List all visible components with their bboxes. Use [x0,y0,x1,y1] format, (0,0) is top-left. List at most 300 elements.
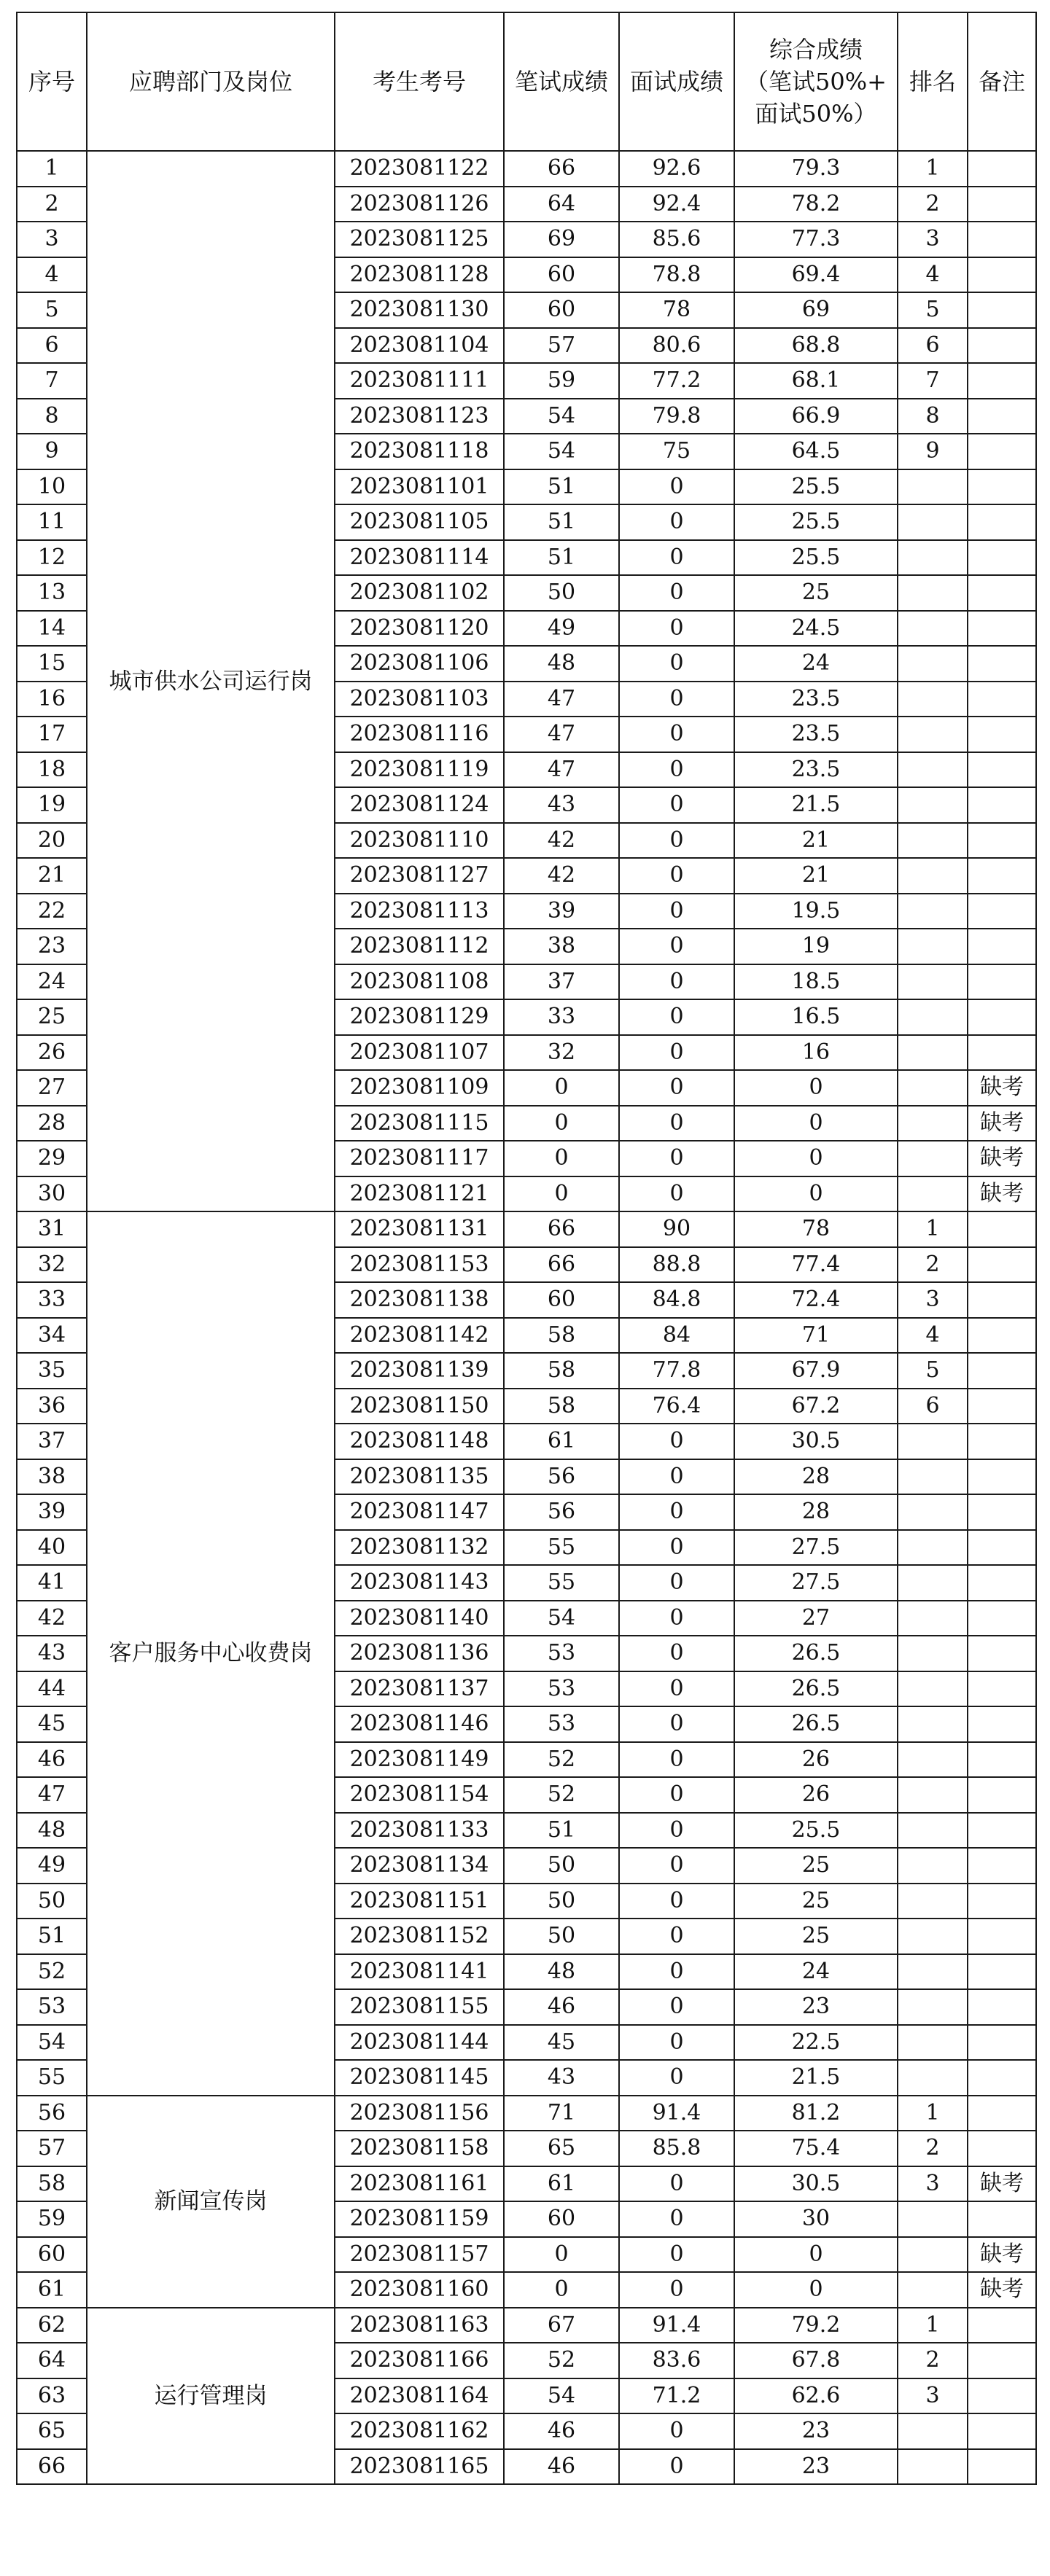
rank-cell: 8 [898,399,968,434]
row-no-cell: 25 [17,999,87,1035]
rank-cell [898,1424,968,1459]
note-cell [968,2060,1036,2096]
candidate-id-cell: 2023081140 [335,1601,504,1636]
header-written-score: 笔试成绩 [504,12,619,151]
row-no-cell: 50 [17,1884,87,1919]
written-score-cell: 59 [504,363,619,399]
total-score-cell: 16 [734,1035,898,1071]
rank-cell [898,1777,968,1813]
row-no-cell: 59 [17,2201,87,2237]
row-no-cell: 57 [17,2131,87,2166]
written-score-cell: 66 [504,1247,619,1283]
results-table [16,12,1037,2485]
interview-score-cell: 0 [619,1884,734,1919]
note-cell [968,2413,1036,2449]
total-score-cell: 0 [734,1070,898,1106]
candidate-id-cell: 2023081150 [335,1389,504,1424]
candidate-id-cell: 2023081138 [335,1282,504,1318]
row-no-cell: 56 [17,2096,87,2131]
candidate-id-cell: 2023081149 [335,1742,504,1778]
written-score-cell: 60 [504,257,619,293]
candidate-id-cell: 2023081166 [335,2343,504,2378]
interview-score-cell: 0 [619,858,734,894]
rank-cell [898,1565,968,1601]
candidate-id-cell: 2023081156 [335,2096,504,2131]
interview-score-cell: 0 [619,2413,734,2449]
total-score-cell: 23.5 [734,717,898,752]
written-score-cell: 64 [504,187,619,222]
candidate-id-cell: 2023081111 [335,363,504,399]
note-cell [968,823,1036,859]
rank-cell: 2 [898,2343,968,2378]
note-cell [968,787,1036,823]
total-score-cell: 24 [734,1954,898,1990]
note-cell [968,187,1036,222]
row-no-cell: 35 [17,1353,87,1389]
written-score-cell: 51 [504,540,619,576]
total-score-cell: 62.6 [734,2378,898,2414]
written-score-cell: 43 [504,787,619,823]
total-score-cell: 18.5 [734,964,898,1000]
row-no-cell: 7 [17,363,87,399]
total-score-cell: 79.3 [734,151,898,187]
dept-cell: 新闻宣传岗 [87,2096,335,2308]
note-cell [968,2378,1036,2414]
total-score-cell: 67.2 [734,1389,898,1424]
rank-cell [898,2449,968,2485]
interview-score-cell: 75 [619,434,734,469]
rank-cell [898,1176,968,1212]
candidate-id-cell: 2023081142 [335,1318,504,1354]
rank-cell [898,646,968,682]
interview-score-cell: 0 [619,787,734,823]
score-sheet [16,12,1035,2485]
total-score-cell: 27.5 [734,1530,898,1566]
total-score-cell: 69.4 [734,257,898,293]
row-no-cell: 58 [17,2166,87,2202]
note-cell [968,2449,1036,2485]
dept-cell: 客户服务中心收费岗 [87,1211,335,2096]
header-candidate-id: 考生考号 [335,12,504,151]
candidate-id-cell: 2023081107 [335,1035,504,1071]
note-cell [968,504,1036,540]
candidate-id-cell: 2023081132 [335,1530,504,1566]
note-cell [968,469,1036,505]
total-score-cell: 25.5 [734,540,898,576]
note-cell: 缺考 [968,1070,1036,1106]
total-score-cell: 23 [734,2413,898,2449]
interview-score-cell: 0 [619,1141,734,1176]
written-score-cell: 57 [504,328,619,364]
interview-score-cell: 0 [619,1601,734,1636]
total-score-cell: 19 [734,929,898,964]
row-no-cell: 36 [17,1389,87,1424]
total-score-cell: 21.5 [734,787,898,823]
rank-cell: 6 [898,1389,968,1424]
interview-score-cell: 0 [619,1424,734,1459]
interview-score-cell: 0 [619,1989,734,2025]
total-score-cell: 23.5 [734,752,898,788]
interview-score-cell: 0 [619,1777,734,1813]
dept-cell: 城市供水公司运行岗 [87,151,335,1211]
note-cell [968,1706,1036,1742]
interview-score-cell: 0 [619,1106,734,1141]
row-no-cell: 48 [17,1813,87,1849]
note-cell [968,363,1036,399]
row-no-cell: 54 [17,2025,87,2061]
interview-score-cell: 0 [619,752,734,788]
candidate-id-cell: 2023081143 [335,1565,504,1601]
rank-cell [898,2237,968,2273]
note-cell [968,1247,1036,1283]
interview-score-cell: 0 [619,2166,734,2202]
written-score-cell: 61 [504,1424,619,1459]
total-score-cell: 30.5 [734,2166,898,2202]
row-no-cell: 42 [17,1601,87,1636]
candidate-id-cell: 2023081118 [335,434,504,469]
table-row [17,1211,1036,1247]
row-no-cell: 33 [17,1282,87,1318]
candidate-id-cell: 2023081147 [335,1494,504,1530]
candidate-id-cell: 2023081163 [335,2308,504,2343]
candidate-id-cell: 2023081154 [335,1777,504,1813]
written-score-cell: 48 [504,1954,619,1990]
interview-score-cell: 0 [619,1494,734,1530]
row-no-cell: 55 [17,2060,87,2096]
rank-cell: 5 [898,1353,968,1389]
row-no-cell: 24 [17,964,87,1000]
note-cell [968,1389,1036,1424]
total-score-cell: 23 [734,1989,898,2025]
written-score-cell: 47 [504,752,619,788]
header-total-line1: 综合成绩 [769,36,863,63]
interview-score-cell: 0 [619,1565,734,1601]
written-score-cell: 52 [504,2343,619,2378]
interview-score-cell: 0 [619,1742,734,1778]
total-score-cell: 68.1 [734,363,898,399]
interview-score-cell: 77.8 [619,1353,734,1389]
note-cell [968,1353,1036,1389]
candidate-id-cell: 2023081137 [335,1671,504,1707]
total-score-cell: 67.9 [734,1353,898,1389]
note-cell [968,752,1036,788]
interview-score-cell: 0 [619,1035,734,1071]
candidate-id-cell: 2023081101 [335,469,504,505]
written-score-cell: 65 [504,2131,619,2166]
row-no-cell: 23 [17,929,87,964]
rank-cell: 1 [898,2308,968,2343]
note-cell [968,1565,1036,1601]
row-no-cell: 44 [17,1671,87,1707]
total-score-cell: 23 [734,2449,898,2485]
candidate-id-cell: 2023081134 [335,1848,504,1884]
note-cell [968,894,1036,929]
written-score-cell: 38 [504,929,619,964]
row-no-cell: 13 [17,575,87,611]
row-no-cell: 32 [17,1247,87,1283]
candidate-id-cell: 2023081152 [335,1919,504,1954]
written-score-cell: 0 [504,1070,619,1106]
candidate-id-cell: 2023081136 [335,1636,504,1671]
note-cell [968,1777,1036,1813]
note-cell [968,292,1036,328]
note-cell [968,222,1036,257]
candidate-id-cell: 2023081162 [335,2413,504,2449]
interview-score-cell: 0 [619,2237,734,2273]
total-score-cell: 25 [734,1884,898,1919]
total-score-cell: 26.5 [734,1706,898,1742]
interview-score-cell: 0 [619,2025,734,2061]
dept-cell: 运行管理岗 [87,2308,335,2485]
total-score-cell: 24.5 [734,611,898,647]
note-cell [968,1459,1036,1495]
total-score-cell: 28 [734,1494,898,1530]
interview-score-cell: 0 [619,823,734,859]
candidate-id-cell: 2023081105 [335,504,504,540]
candidate-id-cell: 2023081117 [335,1141,504,1176]
note-cell [968,399,1036,434]
candidate-id-cell: 2023081116 [335,717,504,752]
written-score-cell: 0 [504,2237,619,2273]
rank-cell [898,1601,968,1636]
written-score-cell: 51 [504,504,619,540]
rank-cell [898,1813,968,1849]
written-score-cell: 52 [504,1777,619,1813]
row-no-cell: 22 [17,894,87,929]
written-score-cell: 54 [504,1601,619,1636]
total-score-cell: 68.8 [734,328,898,364]
interview-score-cell: 0 [619,1954,734,1990]
rank-cell: 1 [898,2096,968,2131]
note-cell [968,1884,1036,1919]
note-cell [968,2201,1036,2237]
note-cell [968,1494,1036,1530]
row-no-cell: 65 [17,2413,87,2449]
written-score-cell: 45 [504,2025,619,2061]
rank-cell [898,1742,968,1778]
row-no-cell: 31 [17,1211,87,1247]
row-no-cell: 63 [17,2378,87,2414]
rank-cell: 1 [898,1211,968,1247]
note-cell: 缺考 [968,2272,1036,2308]
rank-cell [898,1494,968,1530]
rank-cell [898,1636,968,1671]
row-no-cell: 20 [17,823,87,859]
row-no-cell: 37 [17,1424,87,1459]
written-score-cell: 43 [504,2060,619,2096]
note-cell [968,1954,1036,1990]
total-score-cell: 26 [734,1742,898,1778]
total-score-cell: 26 [734,1777,898,1813]
rank-cell [898,1706,968,1742]
row-no-cell: 8 [17,399,87,434]
written-score-cell: 42 [504,858,619,894]
note-cell [968,1282,1036,1318]
interview-score-cell: 80.6 [619,328,734,364]
interview-score-cell: 0 [619,2449,734,2485]
candidate-id-cell: 2023081102 [335,575,504,611]
row-no-cell: 43 [17,1636,87,1671]
total-score-cell: 81.2 [734,2096,898,2131]
rank-cell [898,469,968,505]
total-score-cell: 72.4 [734,1282,898,1318]
row-no-cell: 40 [17,1530,87,1566]
total-score-cell: 78.2 [734,187,898,222]
rank-cell: 9 [898,434,968,469]
rank-cell: 2 [898,2131,968,2166]
row-no-cell: 41 [17,1565,87,1601]
written-score-cell: 54 [504,434,619,469]
written-score-cell: 56 [504,1459,619,1495]
interview-score-cell: 84 [619,1318,734,1354]
row-no-cell: 45 [17,1706,87,1742]
total-score-cell: 21.5 [734,2060,898,2096]
row-no-cell: 27 [17,1070,87,1106]
rank-cell [898,2201,968,2237]
rank-cell: 5 [898,292,968,328]
written-score-cell: 69 [504,222,619,257]
interview-score-cell: 0 [619,964,734,1000]
total-score-cell: 24 [734,646,898,682]
rank-cell [898,894,968,929]
rank-cell [898,2272,968,2308]
candidate-id-cell: 2023081122 [335,151,504,187]
note-cell [968,434,1036,469]
candidate-id-cell: 2023081123 [335,399,504,434]
total-score-cell: 26.5 [734,1671,898,1707]
total-score-cell: 16.5 [734,999,898,1035]
row-no-cell: 52 [17,1954,87,1990]
note-cell [968,1671,1036,1707]
note-cell [968,151,1036,187]
written-score-cell: 47 [504,717,619,752]
written-score-cell: 37 [504,964,619,1000]
total-score-cell: 0 [734,1176,898,1212]
note-cell [968,1530,1036,1566]
interview-score-cell: 0 [619,999,734,1035]
interview-score-cell: 0 [619,611,734,647]
written-score-cell: 58 [504,1318,619,1354]
note-cell [968,999,1036,1035]
header-interview-score: 面试成绩 [619,12,734,151]
written-score-cell: 47 [504,682,619,717]
total-score-cell: 0 [734,2237,898,2273]
header-total-score [734,12,898,151]
rank-cell: 2 [898,1247,968,1283]
candidate-id-cell: 2023081157 [335,2237,504,2273]
note-cell [968,964,1036,1000]
rank-cell [898,1141,968,1176]
table-body [17,151,1036,2484]
rank-cell [898,1954,968,1990]
candidate-id-cell: 2023081103 [335,682,504,717]
written-score-cell: 53 [504,1636,619,1671]
row-no-cell: 38 [17,1459,87,1495]
written-score-cell: 58 [504,1353,619,1389]
rank-cell: 4 [898,257,968,293]
rank-cell: 3 [898,2378,968,2414]
interview-score-cell: 0 [619,2060,734,2096]
candidate-id-cell: 2023081119 [335,752,504,788]
candidate-id-cell: 2023081124 [335,787,504,823]
note-cell [968,1848,1036,1884]
row-no-cell: 3 [17,222,87,257]
written-score-cell: 67 [504,2308,619,2343]
candidate-id-cell: 2023081109 [335,1070,504,1106]
total-score-cell: 30.5 [734,1424,898,1459]
interview-score-cell: 0 [619,469,734,505]
note-cell: 缺考 [968,1141,1036,1176]
rank-cell: 3 [898,222,968,257]
note-cell [968,1813,1036,1849]
row-no-cell: 21 [17,858,87,894]
total-score-cell: 64.5 [734,434,898,469]
rank-cell: 1 [898,151,968,187]
candidate-id-cell: 2023081125 [335,222,504,257]
interview-score-cell: 0 [619,1706,734,1742]
written-score-cell: 49 [504,611,619,647]
interview-score-cell: 88.8 [619,1247,734,1283]
written-score-cell: 0 [504,1141,619,1176]
row-no-cell: 29 [17,1141,87,1176]
written-score-cell: 54 [504,399,619,434]
rank-cell [898,717,968,752]
rank-cell: 3 [898,2166,968,2202]
interview-score-cell: 78.8 [619,257,734,293]
rank-cell [898,2025,968,2061]
total-score-cell: 27.5 [734,1565,898,1601]
written-score-cell: 53 [504,1706,619,1742]
written-score-cell: 0 [504,1176,619,1212]
candidate-id-cell: 2023081108 [335,964,504,1000]
note-cell [968,2343,1036,2378]
rank-cell [898,1989,968,2025]
interview-score-cell: 0 [619,1459,734,1495]
rank-cell [898,2413,968,2449]
note-cell [968,717,1036,752]
interview-score-cell: 0 [619,1848,734,1884]
candidate-id-cell: 2023081112 [335,929,504,964]
header-total-line3: 面试50%） [755,100,877,128]
written-score-cell: 53 [504,1671,619,1707]
rank-cell [898,1848,968,1884]
rank-cell [898,787,968,823]
row-no-cell: 28 [17,1106,87,1141]
interview-score-cell: 0 [619,1530,734,1566]
candidate-id-cell: 2023081131 [335,1211,504,1247]
written-score-cell: 71 [504,2096,619,2131]
note-cell [968,2025,1036,2061]
written-score-cell: 48 [504,646,619,682]
total-score-cell: 0 [734,2272,898,2308]
total-score-cell: 25.5 [734,1813,898,1849]
total-score-cell: 69 [734,292,898,328]
note-cell [968,1601,1036,1636]
candidate-id-cell: 2023081144 [335,2025,504,2061]
candidate-id-cell: 2023081126 [335,187,504,222]
row-no-cell: 12 [17,540,87,576]
written-score-cell: 66 [504,1211,619,1247]
rank-cell [898,682,968,717]
interview-score-cell: 0 [619,575,734,611]
note-cell [968,2096,1036,2131]
written-score-cell: 46 [504,1989,619,2025]
interview-score-cell: 85.6 [619,222,734,257]
total-score-cell: 28 [734,1459,898,1495]
interview-score-cell: 90 [619,1211,734,1247]
written-score-cell: 33 [504,999,619,1035]
written-score-cell: 39 [504,894,619,929]
